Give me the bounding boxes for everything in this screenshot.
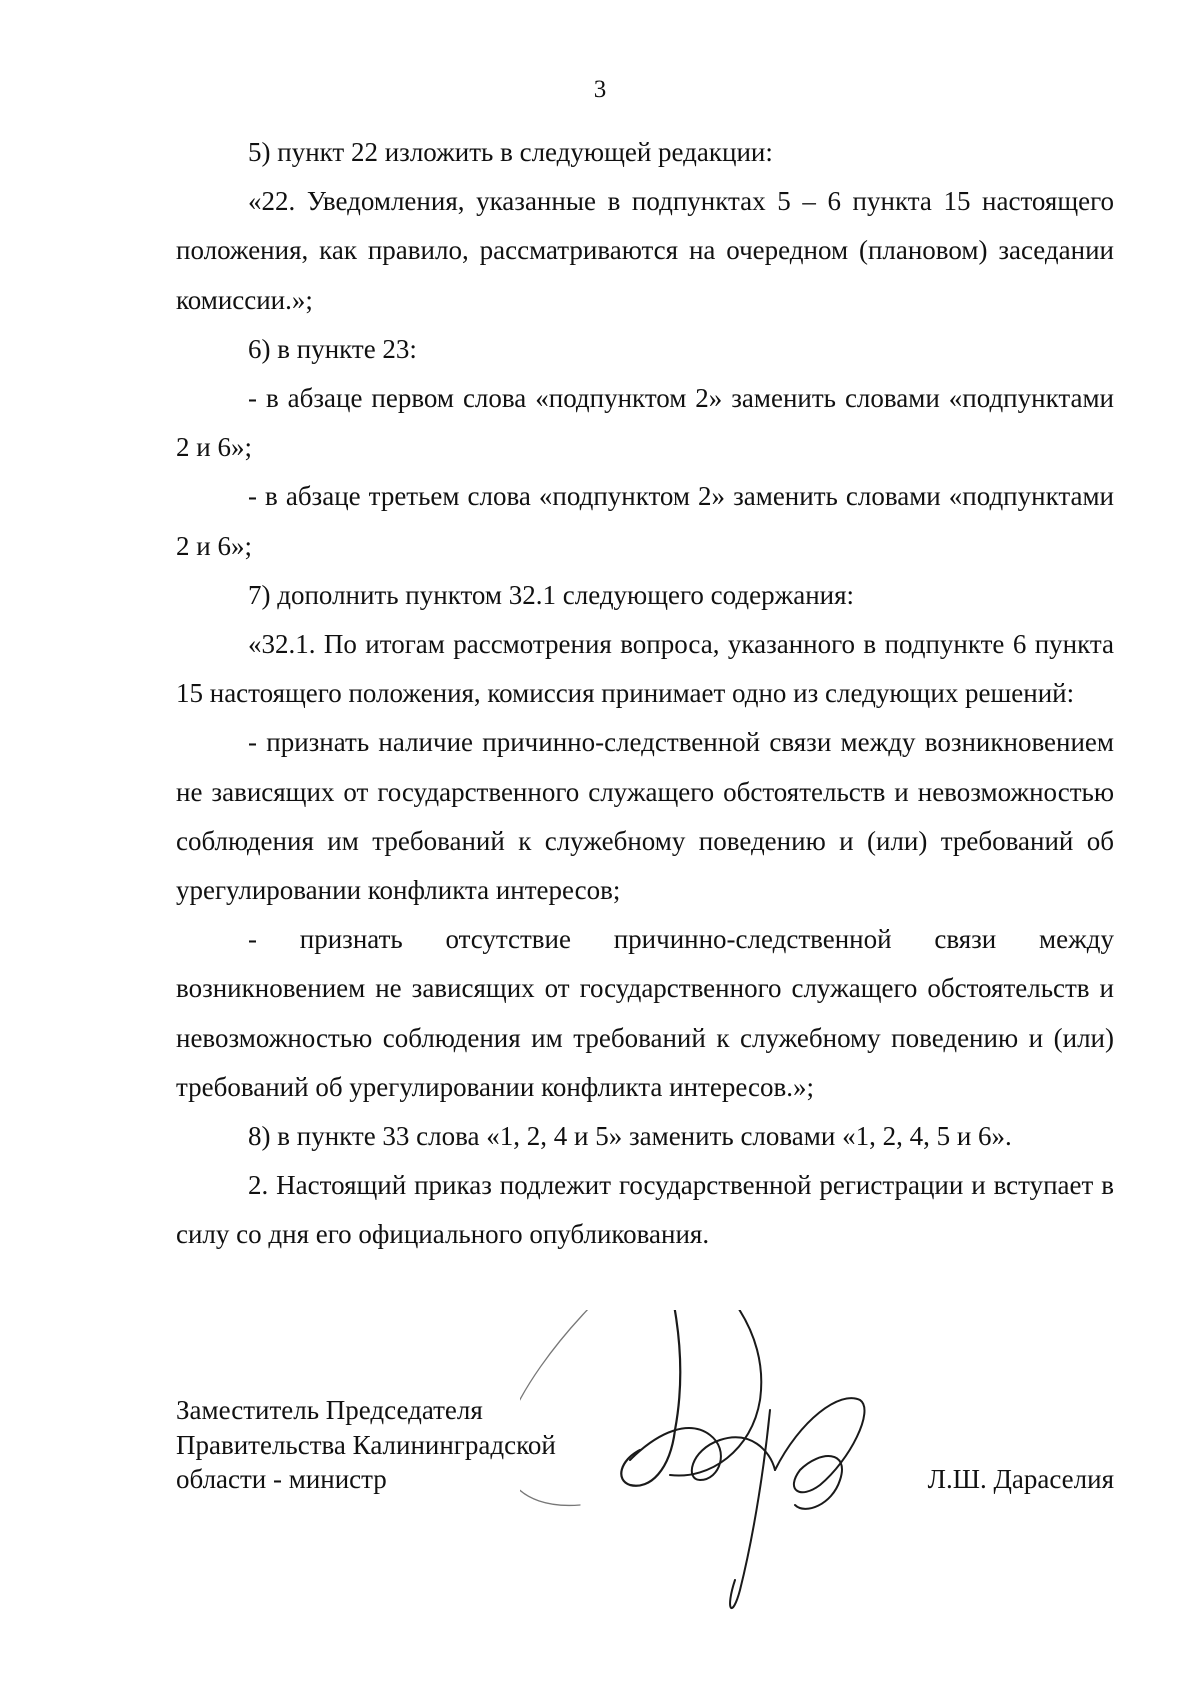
paragraph-item-22-text: «22. Уведомления, указанные в подпунктах 5 – 6 пункта 15 настоящего положения, как правило, рассматриваются на очередном (плановом) заседании комиссии.»;: [176, 186, 1114, 315]
signatory-position: [176, 1393, 556, 1497]
document-body: [176, 128, 1114, 1260]
paragraph-item-32-1-text: «32.1. По итогам рассмотрения вопроса, указанного в подпункте 6 пункта 15 настоящего положения, комиссия принимает одно из следующих решений:: [176, 629, 1114, 709]
paragraph-item-6: 6) в пункте 23:: [248, 333, 417, 364]
paragraph-item-5: 5) пункт 22 изложить в следующей редакции:: [248, 137, 773, 167]
signatory-position-line: Правительства Калининградской: [176, 1429, 556, 1460]
handwritten-signature: [520, 1310, 940, 1630]
page-number: 3: [593, 76, 607, 103]
paragraph-item-6-third-abzac: - в абзаце третьем слова «подпунктом 2» заменить словами «подпунктами 2 и 6»;: [176, 481, 1114, 561]
paragraph-registration: 2. Настоящий приказ подлежит государственной регистрации и вступает в силу со дня его официального опубликования.: [176, 1170, 1114, 1250]
paragraph-decision-presence: - признать наличие причинно-следственной связи между возникновением не зависящих от государственного служащего обстоятельств и невозможностью соблюдения им требований к служебному поведению и (или) требований об урегулировании конфликта интересов;: [176, 727, 1114, 906]
paragraph-item-7: 7) дополнить пунктом 32.1 следующего содержания:: [248, 579, 855, 610]
paragraph-decision-absence: - признать отсутствие причинно-следственной связи между возникновением не зависящих от государственного служащего обстоятельств и невозможностью соблюдения им требований к служебному поведению и (или) требований об урегулировании конфликта интересов.»;: [176, 924, 1114, 1102]
signatory-position-line: области - министр: [176, 1464, 387, 1494]
signatory-position-line: Заместитель Председателя: [176, 1395, 483, 1425]
paragraph-item-6-first-abzac: - в абзаце первом слова «подпунктом 2» заменить словами «подпунктами 2 и 6»;: [176, 383, 1114, 463]
paragraph-item-8: 8) в пункте 33 слова «1, 2, 4 и 5» заменить словами «1, 2, 4, 5 и 6».: [248, 1121, 1012, 1152]
signatory-name: Л.Ш. Дараселия: [927, 1464, 1114, 1494]
